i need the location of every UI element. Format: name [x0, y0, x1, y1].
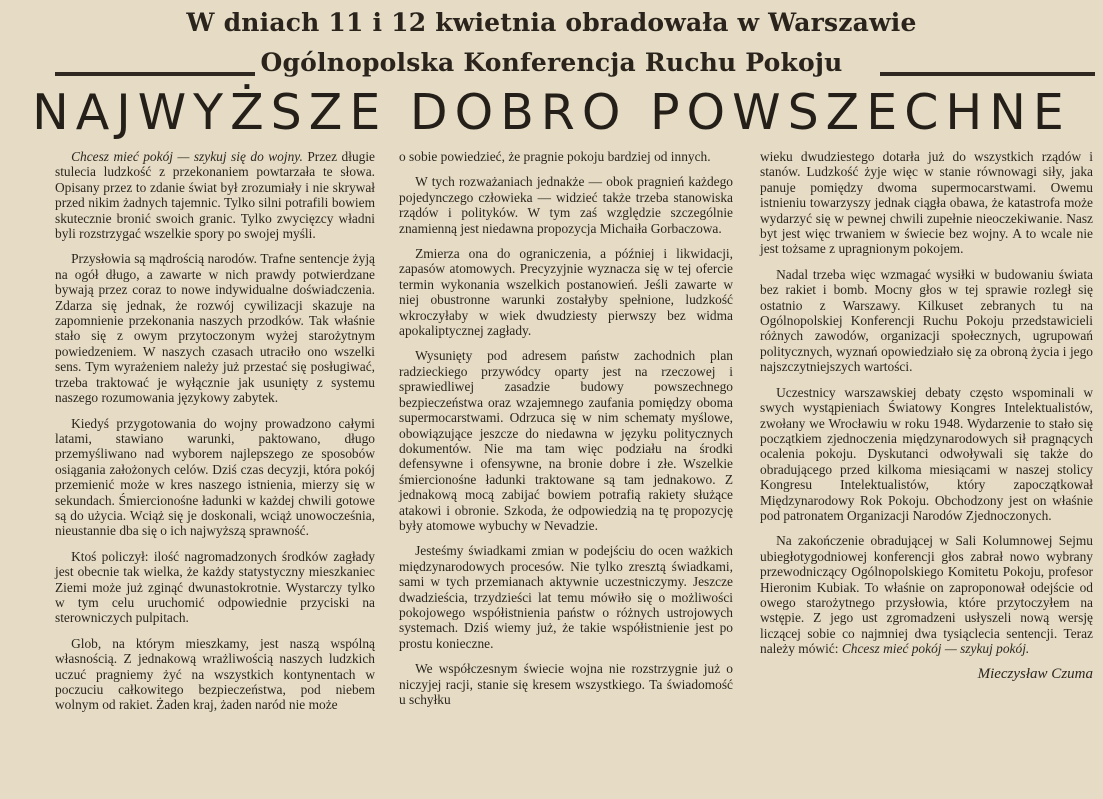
paragraph: Ktoś policzył: ilość nagromadzonych środków zagłady jest obecnie tak wielka, że każdy statystyczny mieszkaniec Ziemi może już zginąć dwunastokrotnie. Wystarczy tylko w tym celu uruchomić odpowiednie przyciski na sterowniczych pulpitach. [55, 548, 375, 626]
paragraph: Glob, na którym mieszkamy, jest naszą wspólną własnością. Z jednakową wrażliwością naszych ludzkich uczuć pragniemy żyć na wszystkich kontynentach w poczuciu całkowitego bezpieczeństwa, pod niebem wolnym od rakiet. Żaden kraj, żaden naród nie może [55, 635, 375, 713]
kicker-line-1: W dniach 11 i 12 kwietnia obradowała w Warszawie [186, 8, 917, 37]
paragraph [760, 533, 1093, 656]
paragraph: We współczesnym świecie wojna nie rozstrzygnie już o niczyjej racji, stanie się kresem wszystkiego. Ta świadomość u schyłku [399, 661, 733, 707]
paragraph: Wysunięty pod adresem państw zachodnich plan radzieckiego przywódcy oparty jest na rzeczowej i sprawiedliwej zasadzie budowy powszechnego bezpieczeństwa oraz wzajemnego zaufania pomiędzy oboma supermocarstwami. Odrzuca się w nim schematy myślowe, obowiązujące jeszcze do niedawna w języku politycznych dokumentów. Nie ma tam więc podziału na środki defensywne i ofensywne, na bronie dobre i złe. Wszelkie śmiercionośne ładunki traktowane są tam jednakowo. Z jednakową mocą zabijać bowiem potrafią rakiety służące atakowi i obronie. Szkoda, że odpowiedzią na tę propozycję były atomowe wybuchy w Nevadzie. [399, 348, 733, 533]
lead-quote: Chcesz mieć pokój — szykuj się do wojny. [71, 149, 303, 164]
column-2 [399, 149, 733, 717]
headline: NAJWYŻSZE DOBRO POWSZECHNE [32, 84, 1071, 141]
paragraph: Zmierza ona do ograniczenia, a później i likwidacji, zapasów atomowych. Precyzyjnie wyznacza się w tej ofercie termin wykonania wszelkich postanowień. Jeśli zawarte w niej obustronne warunki zostałyby spełnione, ludzkość wkroczyłaby w wiek dwudziesty pierwszy bez widma apokaliptycznej zagłady. [399, 246, 733, 339]
column-1 [55, 149, 375, 723]
paragraph: Kiedyś przygotowania do wojny prowadzono całymi latami, stawiano warunki, paktowano, długo przemyśliwano nad wyborem najlepszego ze sposobów osiągania założonych celów. Dziś czas decyzji, która pokój przemienić może w kres naszego istnienia, mierzy się w sekundach. Śmiercionośne ładunki w każdej chwili gotowe są do użycia. Wciąż się je doskonali, wciąż unowocześnia, nieustannie dba się o ich najwyższą sprawność. [55, 415, 375, 539]
closing-quote: Chcesz mieć pokój — szykuj pokój. [841, 641, 1030, 657]
paragraph: Nadal trzeba więc wzmagać wysiłki w budowaniu świata bez rakiet i bomb. Mocny głos w tej sprawie rozległ się ostatnio z Warszawy. Kilkuset zebranych tu na Ogólnopolskiej Konferencji Ruchu Pokoju przedstawicieli różnych zawodów, organizacji społecznych, ugrupowań politycznych, wyznań opowiedziało się za obroną życia i jego najszczytniejszych wartości. [760, 266, 1093, 375]
paragraph: o sobie powiedzieć, że pragnie pokoju bardziej od innych. [399, 149, 711, 164]
column-3 [760, 149, 1093, 682]
paragraph: Przysłowia są mądrością narodów. Trafne sentencje żyją na ogół długo, a zawarte w nich prawdy potwierdzane bywają przez coraz to nowe indywidualne doświadczenia. Zdarza się jednak, że rozwój cywilizacji skazuje na zapomnienie przekonania naszych przodków. Tak właśnie stało się z owym przytoczonym wyżej starożytnym powiedzeniem. W naszych czasach utraciło ono wszelki sens. Tym wyrażeniem należy już przestać się posługiwać, trzeba traktować je wyłącznie jak usunięty z systemu naszego rozumowania językowy zabytek. [55, 251, 375, 406]
paragraph: wieku dwudziestego dotarła już do wszystkich rządów i stanów. Ludzkość żyje więc w stanie równowagi siły, jaka panuje pomiędzy dwoma supermocarstwami. Owemu istnieniu towarzyszy jednak ciągła obawa, że katastrofa może wydarzyć się w pewnej chwili zupełnie nieoczekiwanie. Nasz byt jest więc trwaniem w świecie bez wojny. A to wcale nie jest tożsame z upragnionym pokojem. [760, 149, 1093, 257]
paragraph-text: Na zakończenie obradującej w Sali Kolumnowej Sejmu ubiegłotygodniowej konferencji głos zabrał nowo wybrany przewodniczący Ogólnopolskiego Komitetu Pokoju, profesor Hieronim Kubiak. To właśnie on zaproponował odejście od owego starożytnego przysłowia, które przytoczyłem na wstępie. Z jego ust zgromadzeni usłyszeli nową wersję liczącej sobie co najmniej dwa tysiąclecia sentencji. Teraz należy mówić: [760, 533, 1093, 657]
kicker-line-2: Ogólnopolska Konferencja Ruchu Pokoju [260, 48, 843, 77]
paragraph: W tych rozważaniach jednakże — obok pragnień każdego pojedynczego człowieka — widzieć także trzeba stanowiska rządów i polityków. W tym zaś względzie szczególnie znamienną jest niedawna propozycja Michaiła Gorbaczowa. [399, 174, 733, 236]
paragraph [55, 149, 375, 241]
paragraph: Jesteśmy świadkami zmian w podejściu do ocen ważkich międzynarodowych procesów. Nie tylko zresztą świadkami, sami w tych przemianach aktywnie uczestniczymy. Jeszcze dwadzieścia, trzydzieści lat temu mówiło się o możliwości pokojowego współistnienia państw o różnych ustrojowych systemach. Dziś wiemy już, że takie współistnienie jest po prostu konieczne. [399, 543, 733, 651]
paragraph-text: Przez długie stulecia ludzkość z przekonaniem powtarzała te słowa. Opisany przez to zdanie świat był zrozumiały i nie skrywał przed nikim żadnych tajemnic. Tylko silni potrafili bowiem skutecznie bronić swoich granic. Tylko zwycięzcy władni byli rozstrzygać wszelkie spory po swojej myśli. [55, 149, 376, 242]
paragraph: Uczestnicy warszawskiej debaty często wspominali w swych wystąpieniach Światowy Kongres Intelektualistów, zwołany we Wrocławiu w roku 1948. Wydarzenie to stało się początkiem zjednoczenia międzynarodowych sił pragnących ocalenia pokoju. Dyskutanci odwoływali się także do obradującego przed kilkoma miesiącami w naszej stolicy Kongresu Intelektualistów, który zapoczątkował Międzynarodowy Rok Pokoju. Obchodzony jest on właśnie pod patronatem Organizacji Narodów Zjednoczonych. [760, 384, 1093, 523]
author-signature: Mieczysław Czuma [977, 665, 1093, 682]
